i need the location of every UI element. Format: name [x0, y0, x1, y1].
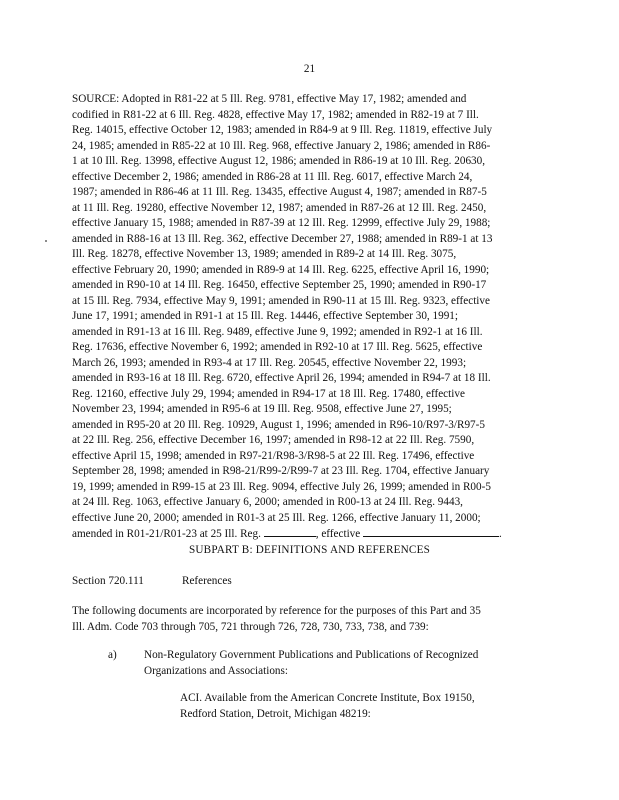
source-line: 1987; amended in R86-46 at 11 Ill. Reg. 13435, effective August 4, 1987; amended in R87-5 — [72, 186, 487, 198]
aci-line: Redford Station, Detroit, Michigan 48219: — [180, 707, 371, 720]
source-line: September 28, 1998; amended in R98-21/R99-2/R99-7 at 23 Ill. Reg. 1704, effective January — [72, 465, 490, 477]
source-line: amended in R93-16 at 18 Ill. Reg. 6720, effective April 26, 1994; amended in R94-7 at 18 Ill. — [72, 372, 491, 384]
aci-reference — [180, 691, 542, 722]
source-line: Ill. Reg. 18278, effective November 13, 1989; amended in R89-2 at 14 Ill. Reg. 3075, — [72, 248, 457, 260]
source-line: SOURCE: Adopted in R81-22 at 5 Ill. Reg. 9781, effective May 17, 1982; amended and — [72, 93, 467, 105]
section-title: References — [182, 575, 232, 587]
source-line: effective December 2, 1986; amended in R86-28 at 11 Ill. Reg. 6017, effective March 24, — [72, 170, 473, 183]
source-line: Reg. 17636, effective November 6, 1992; amended in R92-10 at 17 Ill. Reg. 5625, effective — [72, 341, 483, 353]
register-page-blank — [264, 526, 316, 537]
effective-date-blank — [363, 526, 499, 537]
intro-line: The following documents are incorporated by reference for the purposes of this Part and 35 — [72, 605, 481, 617]
source-line: amended in R91-13 at 16 Ill. Reg. 9489, effective June 9, 1992; amended in R92-1 at 16 Ill. — [72, 325, 483, 338]
source-line: 24, 1985; amended in R85-22 at 10 Ill. Reg. 968, effective January 2, 1986; amended in R86- — [72, 139, 491, 152]
source-line: at 11 Ill. Reg. 19280, effective November 12, 1987; amended in R87-26 at 12 Ill. Reg. 2450, — [72, 201, 487, 214]
source-line: codified in R81-22 at 6 Ill. Reg. 4828, effective May 17, 1982; amended in R82-19 at 7 Ill. — [72, 108, 479, 121]
source-line: November 23, 1994; amended in R95-6 at 19 Ill. Reg. 9508, effective June 27, 1995; — [72, 403, 452, 415]
source-line: effective June 20, 2000; amended in R01-3 at 25 Ill. Reg. 1266, effective January 11, 2000; — [72, 511, 481, 524]
source-line: amended in R90-10 at 14 Ill. Reg. 16450, effective September 25, 1990; amended in R90-17 — [72, 279, 487, 291]
source-line: amended in R95-20 at 20 Ill. Reg. 10929, August 1, 1996; amended in R96-10/R97-3/R97-5 — [72, 418, 485, 431]
source-line: at 24 Ill. Reg. 1063, effective January 6, 2000; amended in R00-13 at 24 Ill. Reg. 9443, — [72, 496, 463, 508]
aci-line: ACI. Available from the American Concrete Institute, Box 19150, — [180, 692, 475, 704]
source-last-suffix: . — [499, 528, 502, 540]
section-number: Section 720.111 — [72, 575, 144, 587]
item-a — [108, 648, 542, 679]
source-line: Reg. 14015, effective October 12, 1983; amended in R84-9 at 9 Ill. Reg. 11819, effective July — [72, 124, 493, 136]
intro-line: Ill. Adm. Code 703 through 705, 721 through 726, 728, 730, 733, 738, and 739: — [72, 620, 429, 633]
source-line: effective February 20, 1990; amended in R89-9 at 14 Ill. Reg. 6225, effective April 16, 1990; — [72, 263, 490, 276]
source-last-line — [72, 526, 542, 542]
source-line: 1 at 10 Ill. Reg. 13998, effective August 12, 1986; amended in R86-19 at 10 Ill. Reg. 20630, — [72, 155, 486, 167]
margin-mark — [45, 240, 47, 242]
item-a-label: a) — [108, 649, 117, 661]
source-note — [72, 92, 542, 542]
source-line: effective January 15, 1988; amended in R87-39 at 12 Ill. Reg. 12999, effective July 29, 1988; — [72, 217, 491, 229]
source-last-middle: , effective — [315, 528, 361, 540]
source-line: amended in R88-16 at 13 Ill. Reg. 362, effective December 27, 1988; amended in R89-1 at 13 — [72, 232, 493, 245]
source-line: at 15 Ill. Reg. 7934, effective May 9, 1991; amended in R90-11 at 15 Ill. Reg. 9323, effective — [72, 294, 490, 307]
source-last-prefix: amended in R01-21/R01-23 at 25 Ill. Reg. — [72, 528, 261, 540]
item-a-line: Organizations and Associations: — [144, 664, 288, 677]
source-line: at 22 Ill. Reg. 256, effective December 16, 1997; amended in R98-12 at 22 Ill. Reg. 7590, — [72, 434, 475, 446]
source-line: effective April 15, 1998; amended in R97-21/R98-3/R98-5 at 22 Ill. Reg. 17496, effective — [72, 449, 475, 462]
item-a-line: Non-Regulatory Government Publications and Publications of Recognized — [144, 649, 479, 661]
source-line: June 17, 1991; amended in R91-1 at 15 Ill. Reg. 14446, effective September 30, 1991; — [72, 310, 458, 322]
page-number: 21 — [303, 63, 316, 75]
intro-paragraph — [72, 604, 542, 635]
source-line: Reg. 12160, effective July 29, 1994; amended in R94-17 at 18 Ill. Reg. 17480, effective — [72, 387, 465, 400]
source-line: 19, 1999; amended in R99-15 at 23 Ill. Reg. 9094, effective July 26, 1999; amended in R00-5 — [72, 480, 491, 493]
subpart-heading: SUBPART B: DEFINITIONS AND REFERENCES — [188, 544, 431, 556]
source-line: March 26, 1993; amended in R93-4 at 17 Ill. Reg. 20545, effective November 22, 1993; — [72, 356, 467, 369]
item-a-text — [144, 648, 542, 679]
section-heading — [72, 574, 542, 590]
